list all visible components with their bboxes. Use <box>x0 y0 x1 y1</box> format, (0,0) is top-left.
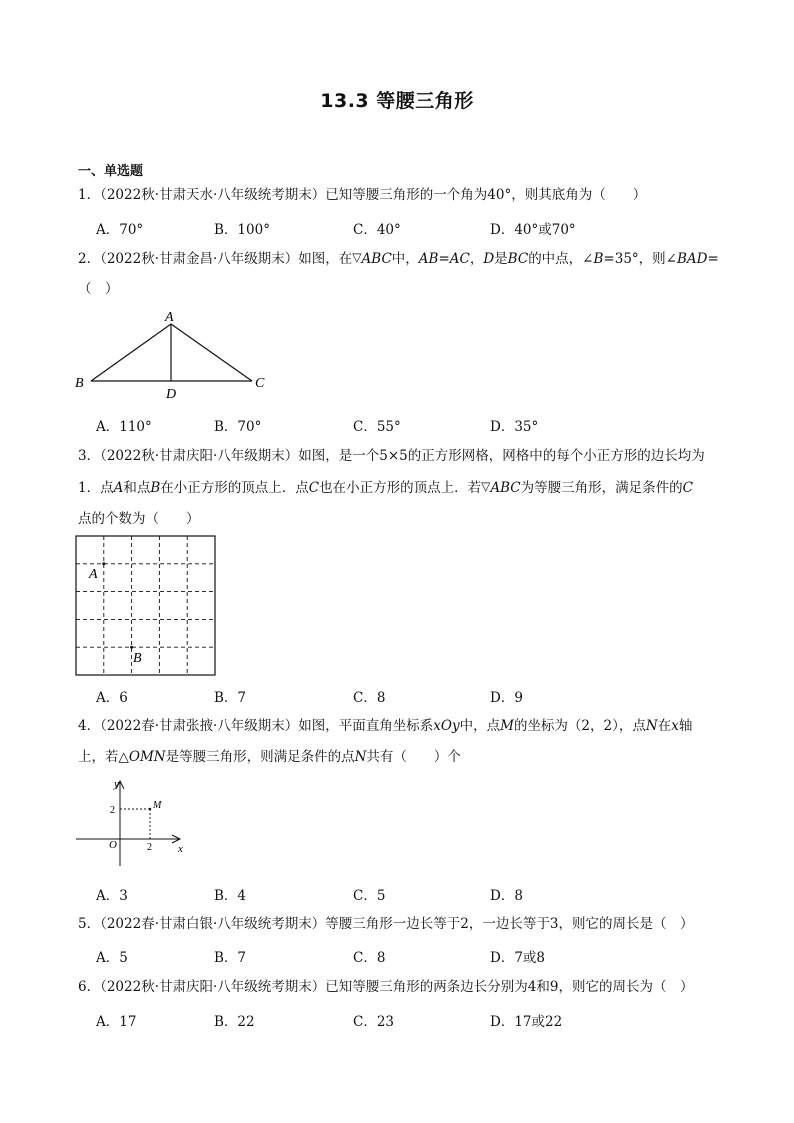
option-b[interactable]: B．7 <box>214 690 247 706</box>
stem-text: 为等腰三角形，满足条件的 <box>520 480 683 496</box>
stem-math: C <box>682 480 693 496</box>
question-number: 3． <box>78 448 101 464</box>
option-b[interactable]: B．7 <box>214 950 247 966</box>
question-stem: （2022秋·甘肃庆阳·八年级统考期末）已知等腰三角形的两条边长分别为4和9，则它的周长为（ ） <box>100 979 694 995</box>
question-6-text <box>78 977 693 997</box>
stem-text: 在小正方形的顶点上．点 <box>160 480 309 496</box>
stem-math: OMN <box>128 749 166 765</box>
triangle-figure <box>70 305 280 400</box>
question-stem: （2022秋·甘肃天水·八年级统考期末）已知等腰三角形的一个角为40°，则其底角为（ ） <box>100 187 647 203</box>
stem-text: 的坐标为（2，2），点 <box>513 718 646 734</box>
stem-math: N <box>354 749 367 765</box>
question-number: 4． <box>78 718 101 734</box>
stem-text: 的中点，∠ <box>528 251 594 267</box>
option-a[interactable]: A．17 <box>96 1014 137 1030</box>
question-5-text <box>78 914 693 934</box>
stem-text: 是等腰三角形，则满足条件的点 <box>165 749 355 765</box>
stem-text: 也在小正方形的顶点上．若 <box>319 480 482 496</box>
stem-text: 上，若△ <box>78 749 129 765</box>
option-a[interactable]: A．3 <box>96 888 128 904</box>
stem-text: 是 <box>494 251 508 267</box>
stem-text: 共有（ ）个 <box>366 749 461 765</box>
option-c[interactable]: C．40° <box>353 222 401 238</box>
question-4-text-line2 <box>78 747 461 767</box>
question-stem: （2022秋·甘肃庆阳·八年级期末）如图，是一个5×5的正方形网格，网格中的每个小正方形的边长均为 <box>100 448 705 464</box>
question-3-text <box>78 446 705 466</box>
label-d: D <box>166 387 177 400</box>
label-a: A <box>89 567 98 582</box>
label-y: y <box>114 778 119 790</box>
grid-border <box>76 536 215 675</box>
option-d[interactable]: D．35° <box>490 419 539 435</box>
coordinate-figure <box>72 775 197 870</box>
label-b: B <box>133 651 142 666</box>
question-number: 6． <box>78 979 101 995</box>
stem-text: ， <box>469 251 484 267</box>
stem-text: 和点 <box>123 480 151 496</box>
stem-math: N <box>645 718 658 734</box>
label-b: B <box>75 376 84 391</box>
stem-math: BAD <box>676 251 708 267</box>
page-title: 13.3 等腰三角形 <box>320 90 474 112</box>
stem-text: =35°，则∠ <box>603 251 677 267</box>
option-d[interactable]: D．8 <box>490 888 523 904</box>
question-stem: （2022春·甘肃白银·八年级统考期末）等腰三角形一边长等于2，一边长等于3，则它的周长是（ ） <box>100 916 694 932</box>
stem-math: ABC <box>361 251 392 267</box>
option-a[interactable]: A．6 <box>96 690 128 706</box>
option-b[interactable]: B．70° <box>214 419 262 435</box>
question-stem: （2022秋·甘肃金昌·八年级期末）如图，在 <box>100 251 353 267</box>
option-d[interactable]: D．40°或70° <box>490 222 576 238</box>
stem-math: B <box>593 251 604 267</box>
option-d[interactable]: D．7或8 <box>490 950 546 966</box>
stem-math: M <box>500 718 514 734</box>
option-c[interactable]: C．55° <box>353 419 401 435</box>
stem-math: BC <box>507 251 529 267</box>
option-b[interactable]: B．4 <box>214 888 247 904</box>
option-a[interactable]: A．110° <box>96 419 152 435</box>
question-3-text-line2 <box>78 478 693 498</box>
stem-text: 中， <box>391 251 419 267</box>
label-x: x <box>178 843 183 855</box>
label-c: C <box>255 376 265 391</box>
option-d[interactable]: D．9 <box>490 690 523 706</box>
label-o: O <box>109 839 117 851</box>
triangle-symbol: △ <box>352 252 362 266</box>
stem-math: AB=AC <box>418 251 470 267</box>
stem-text: 1．点 <box>78 480 114 496</box>
stem-math: D <box>483 251 495 267</box>
option-c[interactable]: C．5 <box>353 888 386 904</box>
option-a[interactable]: A．70° <box>96 222 144 238</box>
option-c[interactable]: C．8 <box>353 690 386 706</box>
stem-math: ABC <box>490 480 521 496</box>
question-3-text-line3: 点的个数为（ ） <box>78 511 200 527</box>
question-stem: （2022春·甘肃张掖·八年级期末）如图，平面直角坐标系 <box>100 718 434 734</box>
grid-lines <box>76 536 215 675</box>
point-b <box>130 646 133 649</box>
stem-text: 中，点 <box>459 718 501 734</box>
option-c[interactable]: C．23 <box>353 1014 395 1030</box>
question-number: 5． <box>78 916 101 932</box>
option-b[interactable]: B．22 <box>214 1014 255 1030</box>
option-a[interactable]: A．5 <box>96 950 128 966</box>
stem-math: C <box>308 480 320 496</box>
point-a <box>102 562 105 565</box>
question-2-text <box>78 249 719 269</box>
question-2-text-line2: （ ） <box>78 281 119 297</box>
triangle-symbol: △ <box>481 481 491 495</box>
tick-label-y-2: 2 <box>110 805 115 816</box>
stem-text: = <box>707 251 719 267</box>
label-m: M <box>153 800 162 811</box>
question-4-text <box>78 716 692 736</box>
stem-math: xOy <box>433 718 460 734</box>
stem-text: 轴 <box>678 718 693 734</box>
stem-math: B <box>150 480 161 496</box>
stem-math: A <box>113 480 124 496</box>
question-number: 2． <box>78 251 101 267</box>
section-heading: 一、单选题 <box>78 164 144 179</box>
option-c[interactable]: C．8 <box>353 950 386 966</box>
segment-ac <box>171 324 252 381</box>
grid-figure <box>75 535 217 677</box>
segment-ab <box>91 324 171 381</box>
option-b[interactable]: B．100° <box>214 222 270 238</box>
tick-label-x-2: 2 <box>147 842 152 853</box>
point-m <box>149 808 151 810</box>
label-a: A <box>165 310 174 325</box>
option-d[interactable]: D．17或22 <box>490 1014 563 1030</box>
stem-math: x <box>671 718 679 734</box>
question-1-text <box>78 185 646 205</box>
stem-text: 在 <box>657 718 672 734</box>
question-number: 1． <box>78 187 101 203</box>
